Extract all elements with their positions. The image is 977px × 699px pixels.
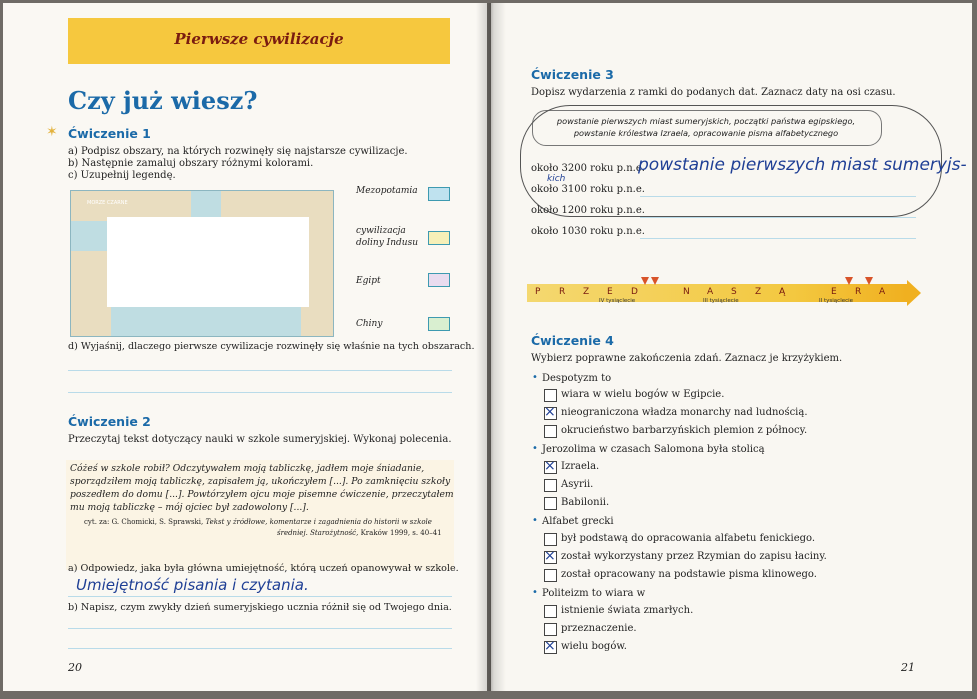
timeline-letter: S [731, 287, 737, 297]
page-number-right: 21 [901, 661, 915, 674]
answer-checkbox[interactable] [544, 389, 557, 402]
answer-line[interactable] [640, 196, 916, 197]
chapter-banner [68, 18, 450, 64]
check-x-icon: × [544, 404, 556, 420]
date-label: około 3200 roku p.n.e. [531, 163, 645, 174]
legend-box-chiny[interactable] [428, 317, 450, 331]
legend-box-indus[interactable] [428, 231, 450, 245]
answer-checkbox[interactable] [544, 533, 557, 546]
quote-line: poszedłem do domu [...]. Powtórzyłem ojcu moje pisemne ćwiczenie, przeczytałem [70, 489, 454, 500]
answer-checkbox[interactable] [544, 404, 557, 420]
answer-checkbox[interactable] [544, 458, 557, 474]
answer-line[interactable] [68, 370, 452, 371]
timeline-arrowhead [907, 280, 921, 306]
question-stem: Despotyzm to [542, 373, 612, 384]
timeline-letter: A [707, 287, 714, 297]
answer-checkbox[interactable] [544, 569, 557, 582]
answer-line[interactable] [640, 217, 916, 218]
quote-line: mu moją tabliczkę – mój ojciec był zadowolony [...]. [70, 502, 309, 513]
ex2-intro: Przeczytaj tekst dotyczący nauki w szkole sumeryjskiej. Wykonaj polecenia. [68, 434, 452, 445]
timeline-letter: E [831, 287, 837, 297]
answer-line[interactable] [640, 238, 916, 239]
timeline-letter: E [607, 287, 613, 297]
answer-checkbox[interactable] [544, 425, 557, 438]
world-map [70, 190, 334, 337]
answer-line[interactable] [68, 628, 452, 629]
answer-line[interactable] [68, 392, 452, 393]
ex1-question-d: d) Wyjaśnij, dlaczego pierwsze cywilizacje rozwinęły się właśnie na tych obszarach. [68, 341, 475, 352]
handwritten-answer-suffix: kich [547, 174, 566, 184]
ex2-question-b: b) Napisz, czym zwykły dzień sumeryjskiego ucznia różnił się od Twojego dnia. [68, 602, 452, 613]
timeline-letter: R [559, 287, 566, 297]
page-title: Czy już wiesz? [68, 86, 258, 115]
page-number-left: 20 [68, 661, 82, 674]
check-x-icon: × [544, 548, 556, 564]
ex1-instruction-c: c) Uzupełnij legendę. [68, 170, 176, 181]
map-sea-label: MORZE CZARNE [87, 200, 128, 206]
check-x-icon: × [544, 458, 556, 474]
ex4-intro: Wybierz poprawne zakończenia zdań. Zaznacz je krzyżykiem. [531, 353, 843, 364]
answer-checkbox[interactable] [544, 479, 557, 492]
ex2-question-a: a) Odpowiedz, jaka była główna umiejętność, którą uczeń opanowywał w szkole. [68, 563, 459, 574]
answer-option: był podstawą do opracowania alfabetu fenickiego. [561, 533, 816, 544]
citation-place: Kraków 1999, s. 40–41 [360, 529, 442, 537]
handwritten-answer-3200: powstanie pierwszych miast sumeryjs- [638, 155, 967, 175]
timeline-tick-label: IV tysiąclecie [599, 298, 636, 304]
exercise-2-heading: Ćwiczenie 2 [68, 414, 151, 429]
timeline-letter: D [631, 287, 638, 297]
timeline-marker [641, 277, 649, 285]
answer-option: Izraela. [561, 461, 600, 472]
exercise-1-heading: Ćwiczenie 1 [68, 126, 151, 141]
timeline-letter: Ą [779, 287, 786, 297]
question-stem: Alfabet grecki [542, 516, 614, 527]
exercise-3-heading: Ćwiczenie 3 [531, 67, 614, 82]
timeline-marker [845, 277, 853, 285]
bullet-icon: • [532, 443, 538, 454]
sparkle-icon: ✶ [46, 124, 58, 140]
exercise-4-heading: Ćwiczenie 4 [531, 333, 614, 348]
citation-line-1 [84, 517, 432, 527]
question-stem: Jerozolima w czasach Salomona była stolicą [542, 444, 765, 455]
answer-option: nieograniczona władza monarchy nad ludnością. [561, 407, 808, 418]
citation-authors: cyt. za: G. Chomicki, S. Sprawski, [84, 518, 204, 526]
timeline-marker [865, 277, 873, 285]
timeline-tick-label: III tysiąclecie [703, 298, 739, 304]
ex1-instruction-b: b) Następnie zamaluj obszary różnymi kolorami. [68, 158, 314, 169]
answer-line[interactable] [68, 596, 452, 597]
timeline [527, 280, 919, 304]
answer-option: Babilonii. [561, 497, 610, 508]
map-redaction [107, 217, 309, 307]
timeline-letter: Z [583, 287, 590, 297]
ex3-intro: Dopisz wydarzenia z ramki do podanych dat. Zaznacz daty na osi czasu. [531, 87, 896, 98]
question-stem: Politeizm to wiara w [542, 588, 646, 599]
frame-line-2: powstanie królestwa Izraela, opracowanie pisma alfabetycznego [573, 128, 839, 138]
check-x-icon: × [544, 638, 556, 654]
answer-option: okrucieństwo barbarzyńskich plemion z północy. [561, 425, 808, 436]
answer-option: wielu bogów. [561, 641, 627, 652]
answer-option: został opracowany na podstawie pisma klinowego. [561, 569, 817, 580]
legend-box-mezopotamia[interactable] [428, 187, 450, 201]
frame-line-1: powstanie pierwszych miast sumeryjskich, początki państwa egipskiego, [556, 116, 856, 126]
legend-label-egipt: Egipt [356, 276, 381, 286]
timeline-tick-label: II tysiąclecie [819, 298, 854, 304]
answer-option: przeznaczenie. [561, 623, 637, 634]
timeline-letter: N [683, 287, 690, 297]
answer-checkbox[interactable] [544, 605, 557, 618]
answer-checkbox[interactable] [544, 638, 557, 654]
handwritten-answer-a: Umiejętność pisania i czytania. [76, 576, 309, 594]
legend-label-chiny: Chiny [356, 319, 383, 329]
legend-label-mezopotamia: Mezopotamia [356, 186, 418, 196]
timeline-letter: A [879, 287, 886, 297]
answer-option: został wykorzystany przez Rzymian do zapisu łaciny. [561, 551, 827, 562]
chapter-title: Pierwsze cywilizacje [174, 30, 344, 48]
answer-checkbox[interactable] [544, 497, 557, 510]
ex1-instruction-a: a) Podpisz obszary, na których rozwinęły się najstarsze cywilizacje. [68, 146, 408, 157]
answer-option: istnienie świata zmarłych. [561, 605, 694, 616]
citation-line-2 [277, 528, 442, 538]
legend-label-indus-2: doliny Indusu [356, 238, 419, 248]
bullet-icon: • [532, 515, 538, 526]
book-gutter [476, 3, 506, 691]
timeline-marker [651, 277, 659, 285]
answer-checkbox[interactable] [544, 623, 557, 636]
citation-title-2: średniej. Starożytność, [277, 529, 359, 537]
answer-line[interactable] [68, 648, 452, 649]
quote-line: Cóżeś w szkole robił? Odczytywałem moją tabliczkę, jadłem moje śniadanie, [70, 463, 425, 474]
timeline-letter: P [535, 287, 541, 297]
timeline-letter: Z [755, 287, 762, 297]
bullet-icon: • [532, 372, 538, 383]
legend-label-indus-1: cywilizacja [356, 226, 406, 236]
citation-title-1: Tekst y źródłowe, komentarze i zagadnienia do historii w szkole [205, 518, 432, 526]
answer-option: wiara w wielu bogów w Egipcie. [561, 389, 725, 400]
bullet-icon: • [532, 587, 538, 598]
date-label: około 3100 roku p.n.e. [531, 184, 645, 195]
timeline-letter: R [855, 287, 862, 297]
date-label: około 1200 roku p.n.e. [531, 205, 645, 216]
answer-option: Asyrii. [561, 479, 594, 490]
quote-line: sporządziłem moją tabliczkę, zapisałem ją, ukończyłem [...]. Po zamknięciu szkoły [70, 476, 451, 487]
legend-box-egipt[interactable] [428, 273, 450, 287]
date-label: około 1030 roku p.n.e. [531, 226, 645, 237]
answer-checkbox[interactable] [544, 548, 557, 564]
